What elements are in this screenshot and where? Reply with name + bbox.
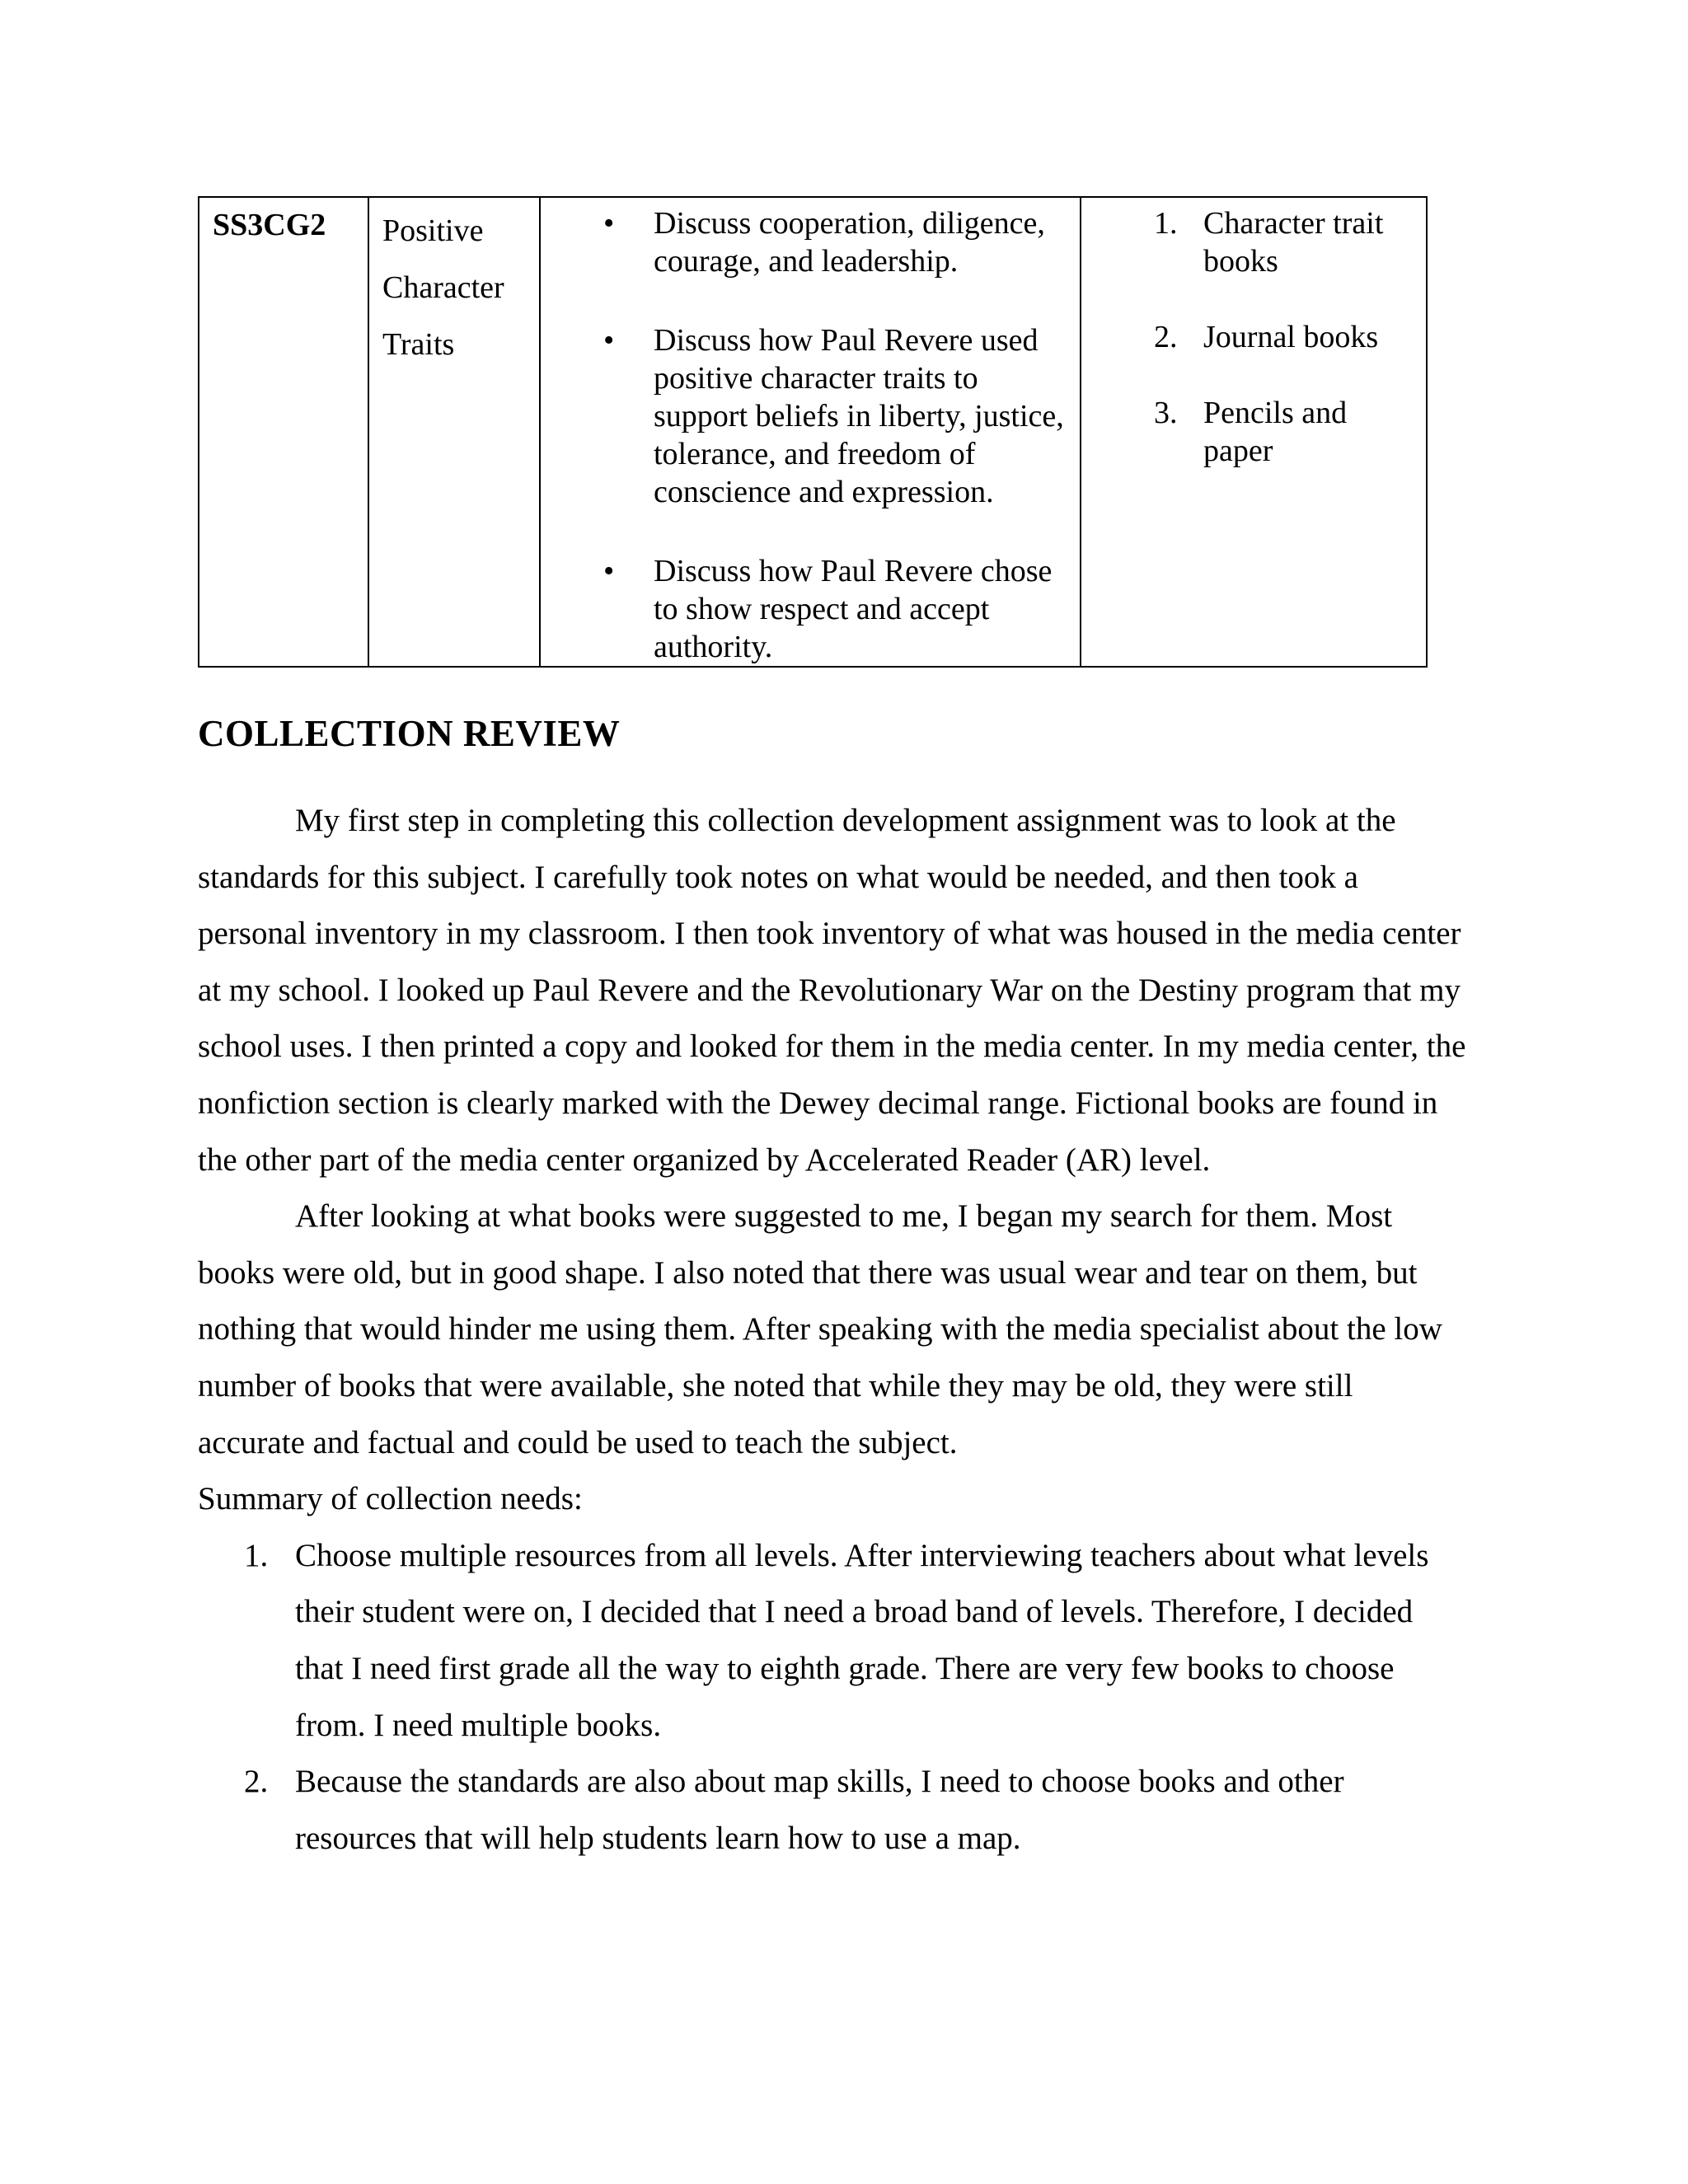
activities-cell	[540, 197, 1081, 667]
needs-list	[198, 1528, 1467, 1868]
standard-code: SS3CG2	[199, 197, 368, 667]
list-text: Choose multiple resources from all levels. After interviewing teachers about what levels their student were on, I decided that I need a broad band of levels. Therefore, I decided that I need first grade all the way to eighth grade. There are very few books to choose from. I need multiple books.	[295, 1537, 1429, 1743]
material-text: Character trait books	[1203, 206, 1384, 279]
topic-line: Positive	[382, 213, 484, 248]
bullet-icon: •	[603, 323, 615, 358]
materials-list	[1081, 198, 1426, 470]
list-text: Because the standards are also about map skills, I need to choose books and other resources that will help students learn how to use a map.	[295, 1764, 1344, 1856]
materials-cell	[1081, 197, 1427, 667]
material-item	[1081, 394, 1426, 470]
bullet-icon: •	[603, 206, 615, 241]
topic-line: Character	[382, 270, 504, 305]
paragraph: My first step in completing this collection development assignment was to look at the standards for this subject. I carefully took notes on what would be needed, and then took a personal inventory in my classroom. I then took inventory of what was housed in the media center at my school. I looked up Paul Revere and the Revolutionary War on the Destiny program that my school uses. I then printed a copy and looked for them in the media center. In my media center, the nonfiction section is clearly marked with the Dewey decimal range. Fictional books are found in the other part of the media center organized by Accelerated Reader (AR) level.	[198, 803, 1466, 1178]
material-item	[1081, 204, 1426, 280]
material-text: Pencils and paper	[1203, 396, 1348, 468]
activity-item	[541, 552, 1080, 666]
material-text: Journal books	[1203, 320, 1379, 354]
material-number: 2.	[1154, 320, 1178, 354]
activities-list	[541, 198, 1080, 666]
section-heading: COLLECTION REVIEW	[198, 713, 621, 754]
review-body	[198, 793, 1467, 1867]
paragraph: After looking at what books were suggested to me, I began my search for them. Most books were old, but in good shape. I also noted that there was usual wear and tear on them, but nothing that would hinder me using them. After speaking with the media specialist about the low number of books that were available, she noted that while they may be old, they were still accurate and factual and could be used to teach the subject.	[198, 1198, 1442, 1460]
list-number: 2.	[244, 1764, 269, 1800]
topic-cell	[368, 197, 540, 667]
activity-text: Discuss how Paul Revere chose to show respect and accept authority.	[654, 554, 1053, 664]
activity-text: Discuss how Paul Revere used positive character traits to support beliefs in liberty, justice, tolerance, and freedom of conscience and expression.	[654, 323, 1064, 509]
bullet-icon: •	[603, 554, 615, 588]
activity-item	[541, 204, 1080, 280]
list-item	[198, 1754, 1467, 1867]
material-number: 3.	[1154, 396, 1178, 430]
material-item	[1081, 318, 1426, 356]
list-number: 1.	[244, 1537, 269, 1573]
summary-label: Summary of collection needs:	[198, 1481, 583, 1517]
material-number: 1.	[1154, 206, 1178, 241]
list-item	[198, 1528, 1467, 1754]
activity-text: Discuss cooperation, diligence, courage, and leadership.	[654, 206, 1045, 279]
table-row	[199, 197, 1427, 667]
standards-table	[198, 196, 1428, 668]
activity-item	[541, 321, 1080, 511]
topic-line: Traits	[382, 327, 455, 362]
